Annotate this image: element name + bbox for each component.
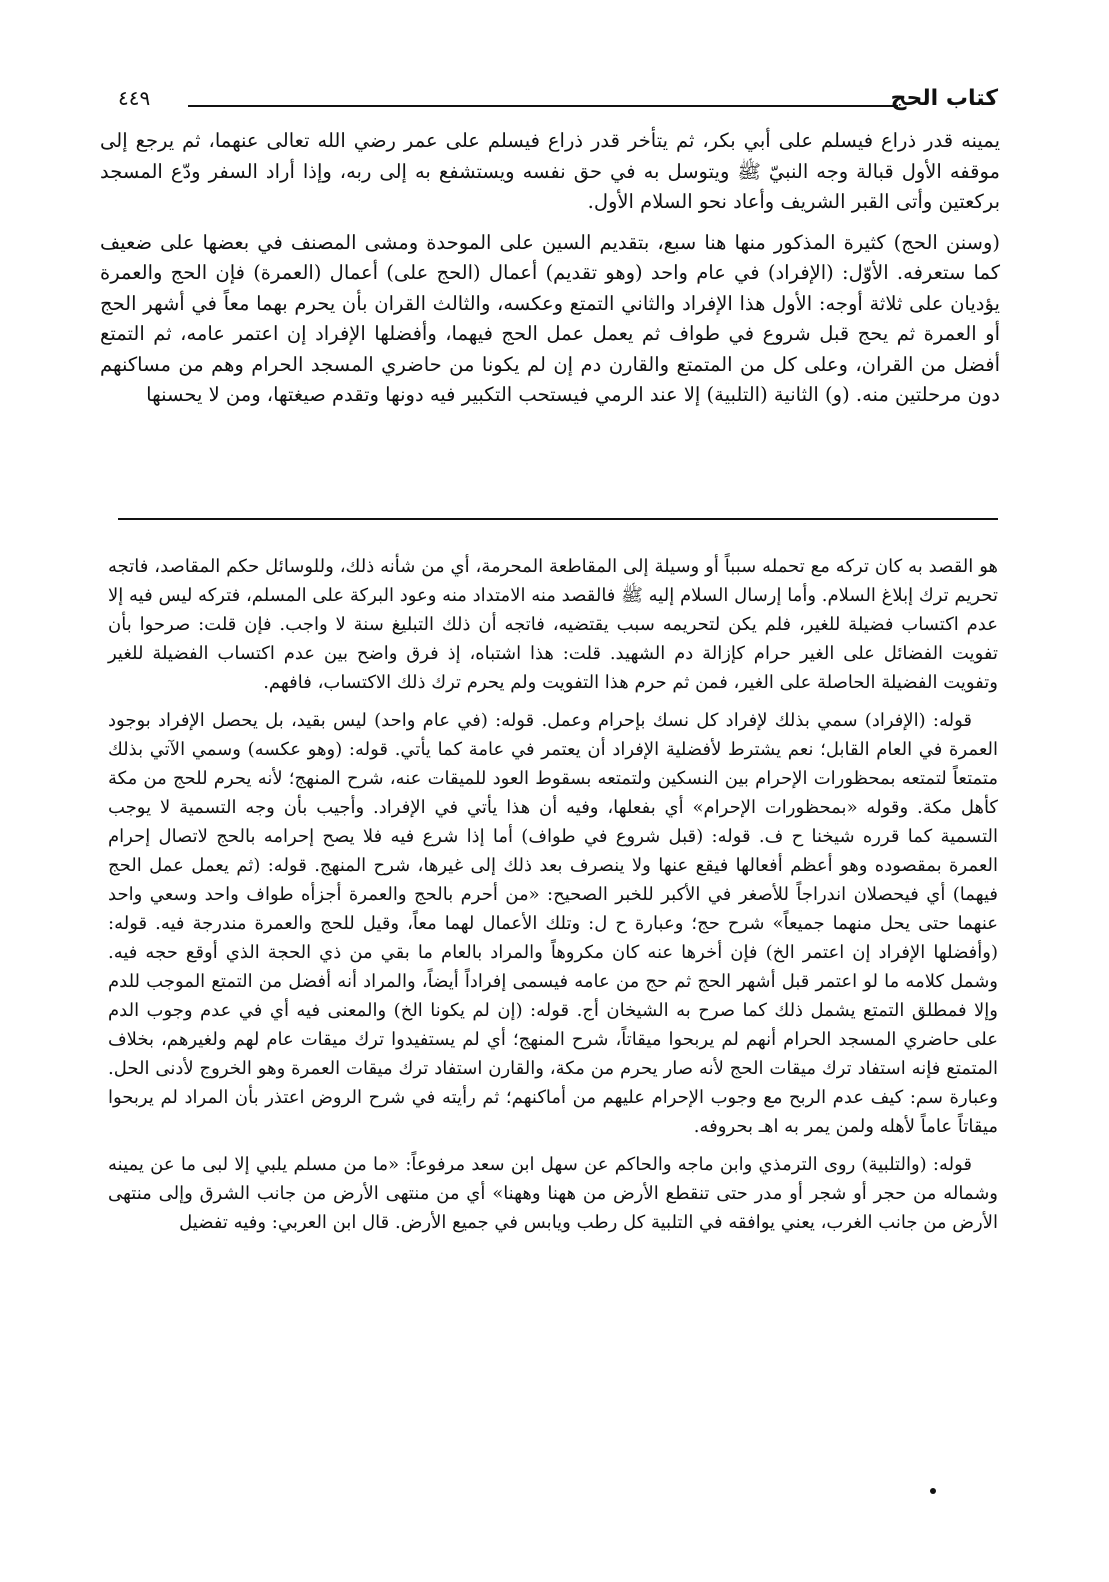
separator-rule xyxy=(118,518,998,520)
commentary-paragraph: هو القصد به كان تركه مع تحمله سبباً أو وسيلة إلى المقاطعة المحرمة، أي من شأنه ذلك، وللوسائل حكم المقاصد، فاتجه تحريم ترك إبلاغ السلام. وأما إرسال السلام إليه ﷺ فالقصد منه الامتداد منه وعود البركة على المسلم، فتركه ليس فيه إلا عدم اكتساب فضيلة للغير، فلم يكن لتحريمه سبب يقتضيه، فاتجه أن ذلك التبليغ سنة لا واجب. فإن قلت: صرحوا بأن تفويت الفضائل على الغير حرام كإزالة دم الشهيد. قلت: هذا اشتباه، إذ فرق واضح بين عدم اكتساب الفضيلة للغير وتفويت الفضيلة الحاصلة على الغير، فمن ثم حرم هذا التفويت ولم يحرم ترك ذلك الاكتساب، فافهم. xyxy=(108,556,998,693)
ink-dot xyxy=(930,1488,936,1494)
main-paragraph: (وسنن الحج) كثيرة المذكور منها هنا سبع، بتقديم السين على الموحدة ومشى المصنف في بعضها على ضعيف كما ستعرفه. الأوّل: (الإفراد) في عام واحد (وهو تقديم) أعمال (الحج على) أعمال (العمرة) فإن الحج والعمرة يؤديان على ثلاثة أوجه: الأول هذا الإفراد والثاني التمتع وعكسه، والثالث القران بأن يحرم بهما معاً في أشهر الحج أو العمرة ثم يحج قبل شروع في طواف ثم يعمل عمل الحج فيهما، وأفضلها الإفراد إن اعتمر عامه، ثم التمتع أفضل من القران، وعلى كل من المتمتع والقارن دم إن لم يكونا من حاضري المسجد الحرام وهم من مساكنهم دون مرحلتين منه. (و) الثانية (التلبية) إلا عند الرمي فيستحب التكبير فيه دونها وتقدم صيغتها، ومن لا يحسنها xyxy=(100,230,1000,406)
header-rule xyxy=(188,105,898,107)
main-text xyxy=(100,126,1000,421)
commentary-paragraph: قوله: (الإفراد) سمي بذلك لإفراد كل نسك بإحرام وعمل. قوله: (في عام واحد) ليس بقيد، بل يحصل الإفراد بوجود العمرة في العام القابل؛ نعم يشترط لأفضلية الإفراد أن يعتمر في عامة كما يأتي. قوله: (وهو عكسه) وسمي الآتي بذلك متمتعاً لتمتعه بمحظورات الإحرام بين النسكين ولتمتعه بسقوط العود للميقات عنه، شرح المنهج؛ لأنه يحرم للحج من مكة كأهل مكة. وقوله «بمحظورات الإحرام» أي بفعلها، وفيه أن هذا يأتي في الإفراد. وأجيب بأن وجه التسمية لا يوجب التسمية كما قرره شيخنا ح ف. قوله: (قبل شروع في طواف) أما إذا شرع فيه فلا يصح إحرامه بالحج لاتصال إحرام العمرة بمقصوده وهو أعظم أفعالها فيقع عنها ولا ينصرف بعد ذلك إلى غيرها، شرح المنهج. قوله: (ثم يعمل عمل الحج فيهما) أي فيحصلان اندراجاً للأصغر في الأكبر للخبر الصحيح: «من أحرم بالحج والعمرة أجزأه طواف واحد وسعي واحد عنهما حتى يحل منهما جميعاً» شرح حج؛ وعبارة ح ل: وتلك الأعمال لهما معاً، وقيل للحج والعمرة مندرجة فيه. قوله: (وأفضلها الإفراد إن اعتمر الخ) فإن أخرها عنه كان مكروهاً والمراد بالعام ما بقي من ذي الحجة الذي أوقع حجه فيه. وشمل كلامه ما لو اعتمر قبل أشهر الحج ثم حج من عامه فيسمى إفراداً أيضاً، والمراد أنه أفضل من التمتع الموجب للدم وإلا فمطلق التمتع يشمل ذلك كما صرح به الشيخان أج. قوله: (إن لم يكونا الخ) والمعنى فيه أي في عدم وجوب الدم على حاضري المسجد الحرام أنهم لم يربحوا ميقاتاً، شرح المنهج؛ أي لم يستفيدوا ترك ميقات عام لهم ولغيرهم، بخلاف المتمتع فإنه استفاد ترك ميقات الحج لأنه صار يحرم من مكة، والقارن استفاد ترك ميقات العمرة وهو الخروج لأدنى الحل. وعبارة سم: كيف عدم الربح مع وجوب الإحرام عليهم من أماكنهم؛ ثم رأيته في شرح الروض اعتذر بأن المراد لم يربحوا ميقاتاً عاماً لأهله ولمن يمر به اهـ بحروفه. xyxy=(108,710,998,1137)
chapter-title: كتاب الحج xyxy=(890,86,998,111)
main-paragraph: يمينه قدر ذراع فيسلم على أبي بكر، ثم يتأخر قدر ذراع فيسلم على عمر رضي الله تعالى عنهما، ثم يرجع إلى موقفه الأول قبالة وجه النبيّ ﷺ ويتوسل به في حق نفسه ويستشفع به إلى ربه، وإذا أراد السفر ودّع المسجد بركعتين وأتى القبر الشريف وأعاد نحو السلام الأول. xyxy=(100,129,1000,213)
commentary-paragraph: قوله: (والتلبية) روى الترمذي وابن ماجه والحاكم عن سهل ابن سعد مرفوعاً: «ما من مسلم يلبي إلا لبى ما عن يمينه وشماله من حجر أو شجر أو مدر حتى تنقطع الأرض من ههنا وههنا» أي من منتهى الأرض من جانب الشرق وإلى منتهى الأرض من جانب الغرب، يعني يوافقه في التلبية كل رطب ويابس في جميع الأرض. قال ابن العربي: وفيه تفضيل xyxy=(108,1154,998,1233)
commentary-text xyxy=(108,552,998,1246)
page-header xyxy=(118,80,998,120)
page-number: ٤٤٩ xyxy=(118,86,151,110)
